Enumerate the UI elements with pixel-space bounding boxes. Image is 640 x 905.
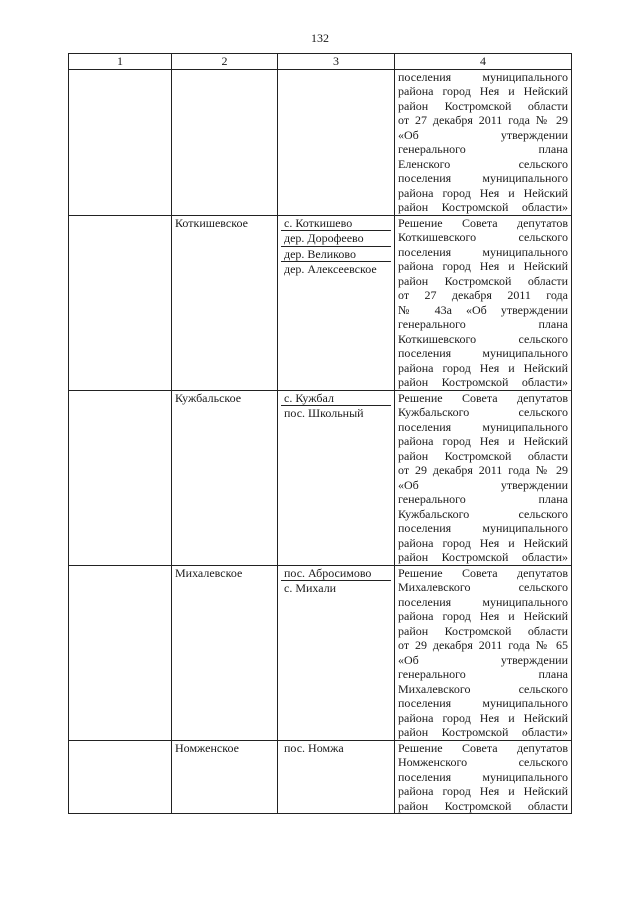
settlements-table xyxy=(68,53,572,814)
locality-item: дер. Дорофеево xyxy=(281,231,391,247)
decision-text-line: генерального плана xyxy=(398,667,568,681)
locality-item: с. Михали xyxy=(284,581,337,595)
decision-text-line: от 27 декабря 2011 года xyxy=(398,288,568,302)
decision-text-line: Коткишевского сельского xyxy=(398,331,568,346)
decision-text-line: район Костромской области xyxy=(398,798,568,813)
decision-text-line: Решение Совета депутатов xyxy=(398,215,568,230)
decision-text-line: поселения муниципального xyxy=(398,244,568,259)
cell-col-1 xyxy=(69,69,172,215)
decision-text-line: поселения муниципального xyxy=(398,419,568,434)
decision-text-line: № 43а «Об утверждении xyxy=(398,302,568,317)
locality-item: пос. Номжа xyxy=(284,740,344,755)
settlement-name-cell: Коткишевское xyxy=(172,215,278,390)
decision-text-line: «Об утверждении xyxy=(398,127,568,142)
decision-text-line: район Костромской области xyxy=(398,273,568,288)
decision-text-line: района город Нея и Нейский xyxy=(398,84,568,98)
locality-item: пос. Абросимово xyxy=(281,566,391,582)
decision-text-line: район Костромской области» xyxy=(398,375,568,389)
table-body xyxy=(69,69,572,814)
decision-text-line: Решение Совета депутатов xyxy=(398,390,568,405)
decision-text-line: района город Нея и Нейский xyxy=(398,259,568,273)
decision-text-line: поселения муниципального xyxy=(398,594,568,609)
decision-text-line: «Об утверждении xyxy=(398,652,568,667)
decision-text-line: Решение Совета депутатов xyxy=(398,740,568,755)
locality-item: пос. Школьный xyxy=(284,406,364,420)
header-col-3: 3 xyxy=(278,54,395,70)
decision-text-line: от 29 декабря 2011 года № 29 xyxy=(398,463,568,477)
decision-text-line: района город Нея и Нейский xyxy=(398,434,568,448)
cell-col-1 xyxy=(69,740,172,814)
decision-text-line: Еленского сельского xyxy=(398,156,568,171)
decision-text-line: поселения муниципального xyxy=(398,346,568,360)
settlement-name-cell: Михалевское xyxy=(172,565,278,740)
decision-text-line: район Костромской области xyxy=(398,448,568,463)
table-row xyxy=(69,740,572,814)
locality-item: дер. Великово xyxy=(281,247,391,263)
decision-cell xyxy=(395,215,572,390)
decision-cell xyxy=(395,740,572,814)
localities-cell xyxy=(278,69,395,215)
decision-text-line: района город Нея и Нейский xyxy=(398,360,568,375)
locality-item: дер. Алексеевское xyxy=(284,262,377,276)
decision-text-line: Михалевского сельского xyxy=(398,580,568,594)
decision-text-line: от 29 декабря 2011 года № 65 xyxy=(398,638,568,652)
decision-text-line: района город Нея и Нейский xyxy=(398,784,568,798)
decision-cell xyxy=(395,69,572,215)
decision-text-line: поселения муниципального xyxy=(398,69,568,84)
decision-text-line: поселения муниципального xyxy=(398,521,568,535)
header-col-4: 4 xyxy=(395,54,572,70)
decision-text-line: генерального плана xyxy=(398,142,568,156)
table-row xyxy=(69,565,572,740)
table-row xyxy=(69,215,572,390)
localities-cell xyxy=(278,390,395,565)
cell-col-1 xyxy=(69,565,172,740)
locality-item: с. Коткишево xyxy=(281,216,391,232)
cell-col-1 xyxy=(69,390,172,565)
decision-text-line: генерального плана xyxy=(398,492,568,506)
header-col-2: 2 xyxy=(172,54,278,70)
settlement-name-cell: Кужбальское xyxy=(172,390,278,565)
decision-text-line: генерального плана xyxy=(398,317,568,331)
decision-text-line: района город Нея и Нейский xyxy=(398,710,568,725)
decision-text-line: район Костромской области xyxy=(398,98,568,113)
table-row xyxy=(69,69,572,215)
decision-cell xyxy=(395,390,572,565)
decision-text-line: поселения муниципального xyxy=(398,769,568,784)
cell-col-1 xyxy=(69,215,172,390)
table-header-row xyxy=(69,54,572,70)
decision-text-line: поселения муниципального xyxy=(398,171,568,185)
decision-text-line: «Об утверждении xyxy=(398,477,568,492)
decision-text-line: поселения муниципального xyxy=(398,696,568,710)
decision-text-line: района город Нея и Нейский xyxy=(398,609,568,623)
decision-text-line: район Костромской области» xyxy=(398,200,568,214)
localities-cell xyxy=(278,740,395,814)
decision-cell xyxy=(395,565,572,740)
localities-cell xyxy=(278,565,395,740)
decision-text-line: Коткишевского сельского xyxy=(398,230,568,244)
localities-cell xyxy=(278,215,395,390)
decision-text-line: Номженского сельского xyxy=(398,755,568,769)
decision-text-line: от 27 декабря 2011 года № 29 xyxy=(398,113,568,127)
decision-text-line: Кужбальского сельского xyxy=(398,506,568,521)
decision-text-line: района город Нея и Нейский xyxy=(398,535,568,550)
header-col-1: 1 xyxy=(69,54,172,70)
settlement-name-cell: Номженское xyxy=(172,740,278,814)
settlement-name-cell xyxy=(172,69,278,215)
decision-text-line: Решение Совета депутатов xyxy=(398,565,568,580)
page-number: 132 xyxy=(311,31,329,45)
decision-text-line: район Костромской области» xyxy=(398,550,568,564)
decision-text-line: район Костромской области» xyxy=(398,725,568,739)
table-row xyxy=(69,390,572,565)
decision-text-line: район Костромской области xyxy=(398,623,568,638)
decision-text-line: Кужбальского сельского xyxy=(398,405,568,419)
locality-item: с. Кужбал xyxy=(281,391,391,407)
decision-text-line: Михалевского сельского xyxy=(398,681,568,696)
decision-text-line: района город Нея и Нейский xyxy=(398,185,568,200)
